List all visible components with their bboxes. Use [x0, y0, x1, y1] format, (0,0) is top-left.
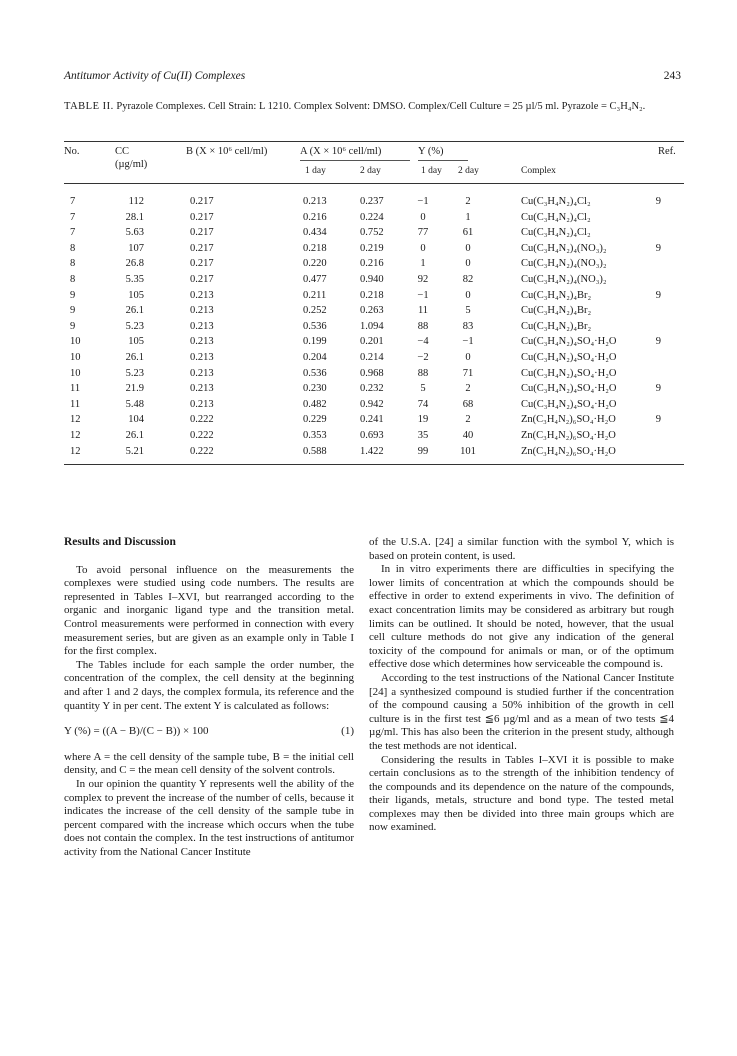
cell-a-day2: 0.241: [360, 414, 384, 426]
cell-a-day2: 1.094: [360, 320, 384, 332]
cell-y-day1: 1: [420, 258, 426, 270]
page-number: 243: [663, 70, 681, 82]
caption-text: Pyrazole Complexes. Cell Strain: L 1210. Complex Solvent: DMSO. Complex/Cell Culture = 25 µl/5 ml. Pyrazole = C₃H₄N₂.: [116, 101, 646, 112]
cell-no: 9: [70, 320, 76, 332]
cell-a-day2: 0.201: [360, 336, 384, 348]
cell-cc: 26.1: [125, 305, 144, 317]
cell-cc: 5.23: [125, 367, 144, 379]
cell-a-day2: 0.942: [360, 398, 384, 410]
paragraph: In our opinion the quantity Y represents well the ability of the complex to prevent the increase of the number of cells, because it indicates the increase of the cell density of the sample tube in percent compared with the increase which occurs when the tube does not contain the complex. In the test instructions of antitumor activity from the National Cancer Institute: [64, 777, 354, 858]
cell-a-day1: 0.229: [303, 414, 327, 426]
header-y: Y (%): [418, 146, 444, 157]
cell-a-day1: 0.216: [303, 211, 327, 223]
cell-b: 0.213: [190, 398, 214, 410]
cell-b: 0.213: [190, 367, 214, 379]
cell-cc: 28.1: [125, 211, 144, 223]
cell-b: 0.217: [190, 196, 214, 207]
cell-ref: 9: [655, 196, 661, 207]
paragraph: To avoid personal influence on the measurements the complexes were studied using code numbers. The results are represented in Tables I–XVI, but rearranged according to the organic and inorganic ligand type and the transition metal. Control measurements were performed in connection with every measurement series, but are given as an example only in Table I for the first complex.: [64, 563, 354, 658]
cell-a-day2: 0.218: [360, 289, 384, 301]
cell-a-day1: 0.482: [303, 398, 327, 410]
cell-y-day2: 5: [465, 305, 471, 317]
cell-ref: 9: [655, 336, 661, 348]
cell-complex: Cu(C₃H₄N₂)₄Cl₂: [521, 211, 591, 223]
cell-y-day2: 0: [465, 352, 471, 363]
cell-no: 7: [70, 211, 76, 223]
cell-no: 11: [70, 383, 81, 395]
header-complex: Complex: [521, 166, 556, 176]
cell-a-day1: 0.588: [303, 445, 327, 457]
left-column: [64, 536, 354, 859]
cell-b: 0.222: [190, 414, 214, 426]
cell-ref: 9: [655, 383, 661, 395]
header-b: B (X × 10⁶ cell/ml): [186, 146, 268, 157]
cell-a-day1: 0.204: [303, 352, 327, 363]
cell-y-day1: 74: [417, 398, 429, 410]
cell-b: 0.213: [190, 289, 214, 301]
cell-complex: Cu(C₃H₄N₂)₄Cl₂: [521, 196, 591, 207]
header-cc-unit: (µg/ml): [115, 159, 148, 170]
cell-b: 0.213: [190, 336, 214, 348]
cell-y-day2: 1: [465, 211, 471, 223]
cell-y-day1: 88: [417, 320, 429, 332]
cell-complex: Cu(C₃H₄N₂)₄(NO₃)₂: [521, 274, 607, 285]
cell-y-day1: 92: [417, 274, 429, 285]
cell-y-day2: 2: [465, 414, 471, 426]
cell-y-day1: −1: [417, 289, 429, 301]
cell-complex: Zn(C₃H₄N₂)₆SO₄·H₂O: [521, 445, 616, 457]
cell-cc: 104: [128, 414, 144, 426]
cell-ref: 9: [655, 242, 661, 254]
header-a-day1: 1 day: [305, 166, 326, 176]
cell-y-day2: 2: [465, 383, 471, 395]
header-a: A (X × 10⁶ cell/ml): [300, 146, 382, 157]
cell-cc: 26.1: [125, 430, 144, 441]
paragraph: Considering the results in Tables I–XVI it is possible to make certain conclusions as to the strength of the inhibition tendency of the compounds and its dependence on the nature of the compounds, their ligands, metals, structure and bond type. The tested metal complexes may then be divided into three main groups which are now examined.: [369, 753, 674, 834]
header-y-day1: 1 day: [421, 166, 442, 176]
equation-text: Y (%) = ((A − B)/(C − B)) × 100: [64, 725, 209, 738]
cell-y-day2: 0: [465, 289, 471, 301]
cell-no: 7: [70, 196, 76, 207]
cell-no: 8: [70, 242, 76, 254]
cell-b: 0.217: [190, 227, 214, 239]
cell-a-day1: 0.211: [303, 289, 327, 301]
cell-a-day2: 0.968: [360, 367, 384, 379]
cell-y-day1: 0: [420, 242, 426, 254]
cell-cc: 21.9: [125, 383, 144, 395]
cell-cc: 26.1: [125, 352, 144, 363]
cell-a-day1: 0.434: [303, 227, 327, 239]
cell-no: 12: [70, 430, 81, 441]
paragraph: of the U.S.A. [24] a similar function with the symbol Y, which is based on protein content, is used.: [369, 536, 674, 562]
cell-cc: 5.48: [125, 398, 144, 410]
cell-a-day1: 0.220: [303, 258, 327, 270]
cell-no: 10: [70, 367, 81, 379]
running-title: Antitumor Activity of Cu(II) Complexes: [64, 70, 246, 82]
equation: [64, 725, 354, 739]
paragraph: The Tables include for each sample the order number, the concentration of the complex, the cell density at the beginning and after 1 and 2 days, the complex formula, its reference and the quantity Y in per cent. The extent Y is calculated as follows:: [64, 658, 354, 712]
cell-a-day1: 0.536: [303, 320, 327, 332]
cell-b: 0.213: [190, 352, 214, 363]
cell-y-day2: 2: [465, 196, 471, 207]
cell-no: 12: [70, 414, 81, 426]
cell-b: 0.217: [190, 258, 214, 270]
cell-complex: Cu(C₃H₄N₂)₄(NO₃)₂: [521, 258, 607, 270]
cell-a-day2: 0.232: [360, 383, 384, 395]
cell-complex: Cu(C₃H₄N₂)₄SO₄·H₂O: [521, 383, 617, 395]
cell-no: 9: [70, 305, 76, 317]
cell-y-day2: 0: [465, 258, 471, 270]
cell-y-day2: 40: [462, 430, 474, 441]
cell-y-day2: 68: [462, 398, 474, 410]
cell-a-day1: 0.199: [303, 336, 327, 348]
cell-y-day2: 83: [462, 320, 474, 332]
cell-complex: Cu(C₃H₄N₂)₄SO₄·H₂O: [521, 367, 617, 379]
cell-b: 0.222: [190, 445, 214, 457]
cell-a-day1: 0.252: [303, 305, 327, 317]
paragraph: According to the test instructions of the National Cancer Institute [24] a synthesized compound is studied further if the concentration of the compound causing a 50% inhibition of the growth in cell culture is in the first test ≦6 µg/ml and as a mean of two tests ≦4 µg/ml. This has also been the criterion in the present study, although the test methods are not identical.: [369, 671, 674, 752]
cell-no: 10: [70, 336, 81, 348]
cell-cc: 5.21: [125, 445, 144, 457]
cell-complex: Cu(C₃H₄N₂)₄Br₂: [521, 320, 592, 332]
cell-no: 10: [70, 352, 81, 363]
cell-no: 8: [70, 258, 76, 270]
cell-cc: 112: [128, 196, 144, 207]
cell-y-day2: 71: [462, 367, 474, 379]
cell-complex: Cu(C₃H₄N₂)₄Br₂: [521, 305, 592, 317]
cell-a-day1: 0.477: [303, 274, 327, 285]
cell-a-day2: 0.693: [360, 430, 384, 441]
cell-a-day2: 0.219: [360, 242, 384, 254]
cell-y-day1: 77: [417, 227, 429, 239]
table-label: TABLE II.: [64, 101, 114, 112]
cell-y-day2: 82: [462, 274, 474, 285]
cell-a-day2: 0.216: [360, 258, 384, 270]
cell-cc: 26.8: [125, 258, 144, 270]
cell-y-day1: 11: [417, 305, 429, 317]
cell-complex: Cu(C₃H₄N₂)₄Cl₂: [521, 227, 591, 239]
cell-a-day1: 0.213: [303, 196, 327, 207]
cell-a-day1: 0.218: [303, 242, 327, 254]
section-heading: Results and Discussion: [64, 536, 176, 548]
header-cc: CC: [115, 146, 130, 157]
cell-no: 11: [70, 398, 81, 410]
cell-y-day1: 0: [420, 211, 426, 223]
cell-complex: Cu(C₃H₄N₂)₄Br₂: [521, 289, 592, 301]
cell-y-day1: 99: [417, 445, 429, 457]
header-y-day2: 2 day: [458, 166, 479, 176]
cell-y-day1: 5: [420, 383, 426, 395]
cell-no: 8: [70, 274, 76, 285]
equation-number: (1): [341, 725, 354, 738]
cell-cc: 107: [128, 242, 144, 254]
cell-y-day1: −1: [417, 196, 429, 207]
header-no: No.: [64, 146, 80, 157]
cell-y-day2: 61: [462, 227, 474, 239]
paragraph: where A = the cell density of the sample tube, B = the initial cell density, and C = the mean cell density of the solvent controls.: [64, 750, 354, 777]
cell-y-day1: 88: [417, 367, 429, 379]
cell-y-day1: −4: [417, 336, 429, 348]
cell-b: 0.217: [190, 211, 214, 223]
cell-a-day2: 0.237: [360, 196, 384, 207]
cell-y-day1: 35: [417, 430, 429, 441]
cell-a-day1: 0.353: [303, 430, 327, 441]
cell-cc: 5.23: [125, 320, 144, 332]
cell-a-day2: 0.214: [360, 352, 384, 363]
cell-b: 0.213: [190, 320, 214, 332]
cell-cc: 105: [128, 336, 144, 348]
cell-b: 0.213: [190, 383, 214, 395]
header-ref: Ref.: [658, 146, 676, 157]
cell-complex: Cu(C₃H₄N₂)₄SO₄·H₂O: [521, 398, 617, 410]
right-column: [369, 536, 674, 835]
cell-no: 7: [70, 227, 76, 239]
cell-ref: 9: [655, 289, 661, 301]
cell-a-day1: 0.536: [303, 367, 327, 379]
cell-b: 0.213: [190, 305, 214, 317]
cell-complex: Cu(C₃H₄N₂)₄(NO₃)₂: [521, 242, 607, 254]
cell-b: 0.217: [190, 242, 214, 254]
cell-b: 0.222: [190, 430, 214, 441]
cell-cc: 5.35: [125, 274, 144, 285]
cell-cc: 105: [128, 289, 144, 301]
cell-complex: Cu(C₃H₄N₂)₄SO₄·H₂O: [521, 352, 617, 363]
cell-complex: Zn(C₃H₄N₂)₆SO₄·H₂O: [521, 414, 616, 426]
cell-a-day2: 0.224: [360, 211, 384, 223]
cell-y-day1: −2: [417, 352, 429, 363]
cell-a-day2: 0.752: [360, 227, 384, 239]
cell-a-day2: 1.422: [360, 445, 384, 457]
cell-y-day1: 19: [417, 414, 429, 426]
cell-y-day2: 0: [465, 242, 471, 254]
paragraph: In in vitro experiments there are difficulties in specifying the lower limits of concentration at which the compounds should be effective in order to extend experiments in vivo. The definition of exact concentration limits may be considered as arbitrary but rough limits can be outlined. It should be noted, however, that the usual cell culture methods do not give any indication of the general toxicity of the compound for animals or man, or of the optimum effective dose which determines how serviceable the compound is.: [369, 563, 674, 671]
header-a-day2: 2 day: [360, 166, 381, 176]
cell-y-day2: −1: [462, 336, 474, 348]
cell-complex: Cu(C₃H₄N₂)₄SO₄·H₂O: [521, 336, 617, 348]
cell-y-day2: 101: [460, 445, 476, 457]
cell-cc: 5.63: [125, 227, 144, 239]
cell-a-day2: 0.263: [360, 305, 384, 317]
cell-complex: Zn(C₃H₄N₂)₆SO₄·H₂O: [521, 430, 616, 441]
cell-ref: 9: [655, 414, 661, 426]
cell-no: 12: [70, 445, 81, 457]
cell-a-day2: 0.940: [360, 274, 384, 285]
cell-no: 9: [70, 289, 76, 301]
cell-b: 0.217: [190, 274, 214, 285]
cell-a-day1: 0.230: [303, 383, 327, 395]
